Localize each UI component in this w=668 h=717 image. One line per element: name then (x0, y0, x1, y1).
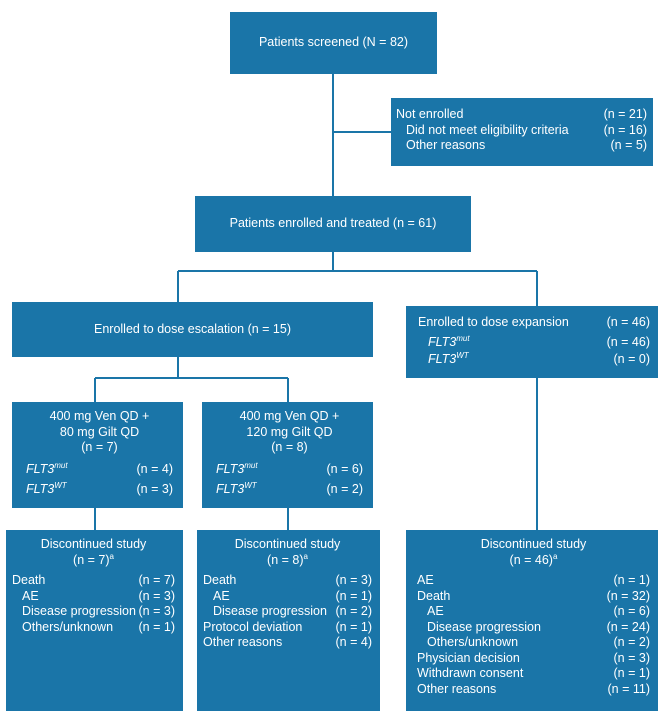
reason-label: Protocol deviation (203, 619, 303, 634)
reason-label: Disease progression (427, 619, 541, 634)
arm-mut-row (26, 462, 173, 478)
reason-value: (n = 2) (613, 635, 650, 649)
reason-row (203, 589, 372, 605)
reason-row (417, 651, 650, 667)
reason-value: (n = 11) (607, 681, 650, 696)
reason-value: (n = 24) (606, 619, 650, 634)
row-label: Other reasons (406, 138, 486, 152)
discontinued-title: Discontinued study (234, 537, 341, 551)
not-enrolled-box (391, 98, 653, 166)
reason-label: AE (213, 588, 230, 603)
reason-label: Death (203, 573, 237, 587)
reasons-list (203, 573, 372, 651)
reason-value: (n = 32) (606, 588, 650, 603)
gene-status: WT (244, 480, 257, 490)
gene-label: FLT3 (216, 482, 245, 496)
reason-value: (n = 6) (613, 604, 650, 618)
reason-row (417, 589, 650, 605)
gene-status: WT (456, 350, 469, 360)
reason-row (417, 620, 650, 636)
screened-label: Patients screened (N = 82) (258, 35, 409, 50)
discontinued-title: Discontinued study (480, 537, 587, 551)
reason-value: (n = 1) (613, 573, 650, 587)
reason-label: Others/unknown (22, 619, 114, 634)
expansion-title: Enrolled to dose expansion (418, 315, 569, 329)
reason-label: AE (417, 573, 434, 587)
gene-label: FLT3 (428, 352, 457, 366)
screened-box (230, 12, 437, 74)
expansion-mut-row (418, 335, 650, 351)
arm-wt-row (216, 482, 363, 498)
row-value: (n = 3) (136, 482, 173, 496)
reason-label: Physician decision (417, 650, 520, 665)
gene-label: FLT3 (26, 461, 55, 476)
gene-label: FLT3 (428, 334, 457, 349)
expansion-wt-row (418, 352, 650, 368)
reasons-list (12, 573, 175, 635)
arm-line-1: 400 mg Ven QD + (239, 409, 340, 423)
reason-row (417, 666, 650, 682)
reason-label: Other reasons (203, 635, 283, 649)
reason-row (12, 589, 175, 605)
reason-row (203, 635, 372, 651)
enrolled-label: Patients enrolled and treated (n = 61) (229, 216, 437, 231)
reason-value: (n = 1) (335, 588, 372, 603)
arm-line-3: (n = 7) (81, 440, 118, 454)
count-value: (n = 7) (73, 552, 110, 567)
reason-row (203, 573, 372, 589)
arm-mut-row (216, 462, 363, 478)
reason-label: Death (12, 573, 46, 587)
gene-status: mut (54, 460, 68, 470)
gene-label: FLT3 (216, 461, 245, 476)
discontinued-count (12, 553, 175, 569)
count-value: (n = 8) (267, 552, 304, 567)
reason-label: AE (22, 588, 39, 603)
reason-value: (n = 4) (335, 635, 372, 649)
reason-row (203, 620, 372, 636)
gene-status: mut (244, 460, 258, 470)
reason-label: Withdrawn consent (417, 666, 524, 680)
footnote-marker: a (303, 551, 308, 561)
row-value: (n = 0) (613, 352, 650, 366)
gene-status: WT (54, 480, 67, 490)
row-value: (n = 21) (603, 107, 647, 121)
reason-label: Disease progression (22, 604, 136, 618)
reason-row (12, 620, 175, 636)
discontinued-count (203, 553, 372, 569)
row-value: (n = 46) (606, 334, 650, 349)
row-value: (n = 5) (610, 138, 647, 152)
row-label: Not enrolled (396, 107, 464, 121)
expansion-box (406, 306, 658, 378)
arm-wt-row (26, 482, 173, 498)
row-label: Did not meet eligibility criteria (406, 122, 569, 137)
reason-row (417, 635, 650, 651)
discontinued-title: Discontinued study (40, 537, 147, 551)
not-eligible-row (396, 123, 647, 139)
discontinued-count (417, 553, 650, 569)
arm-line-2: 80 mg Gilt QD (59, 424, 140, 439)
discontinued-expansion-box (406, 530, 658, 711)
arm-line-1: 400 mg Ven QD + (49, 409, 150, 423)
reason-value: (n = 3) (335, 573, 372, 587)
reason-row (12, 604, 175, 620)
not-enrolled-row (396, 107, 647, 123)
footnote-marker: a (109, 551, 114, 561)
reason-value: (n = 1) (613, 666, 650, 680)
row-value: (n = 4) (136, 461, 173, 476)
row-value: (n = 6) (326, 461, 363, 476)
count-value: (n = 46) (509, 552, 553, 567)
reason-value: (n = 2) (335, 604, 372, 618)
arm-line-3: (n = 8) (271, 440, 308, 454)
arm-120-box (202, 402, 373, 508)
escalation-label: Enrolled to dose escalation (n = 15) (94, 321, 291, 336)
gene-label: FLT3 (26, 482, 55, 496)
reason-row (417, 682, 650, 698)
row-value: (n = 2) (326, 482, 363, 496)
reason-label: Disease progression (213, 604, 327, 618)
row-value: (n = 16) (603, 122, 647, 137)
reasons-list (417, 573, 650, 697)
expansion-title-row (418, 315, 650, 331)
reason-label: Other reasons (417, 681, 497, 696)
reason-row (417, 573, 650, 589)
reason-value: (n = 3) (613, 650, 650, 665)
reason-value: (n = 1) (335, 619, 372, 634)
reason-value: (n = 3) (138, 604, 175, 618)
discontinued-120-box (197, 530, 380, 711)
reason-value: (n = 1) (138, 619, 175, 634)
reason-row (417, 604, 650, 620)
reason-value: (n = 7) (138, 573, 175, 587)
reason-row (203, 604, 372, 620)
expansion-value: (n = 46) (606, 315, 650, 329)
arm-80-box (12, 402, 183, 508)
gene-status: mut (456, 333, 470, 343)
discontinued-80-box (6, 530, 183, 711)
reason-value: (n = 3) (138, 588, 175, 603)
reason-label: AE (427, 604, 444, 618)
other-reasons-row (396, 138, 647, 154)
reason-label: Others/unknown (427, 635, 519, 649)
reason-row (12, 573, 175, 589)
footnote-marker: a (552, 551, 558, 561)
arm-line-2: 120 mg Gilt QD (246, 424, 333, 439)
escalation-box (12, 302, 373, 357)
enrolled-box (195, 196, 471, 252)
reason-label: Death (417, 588, 451, 603)
